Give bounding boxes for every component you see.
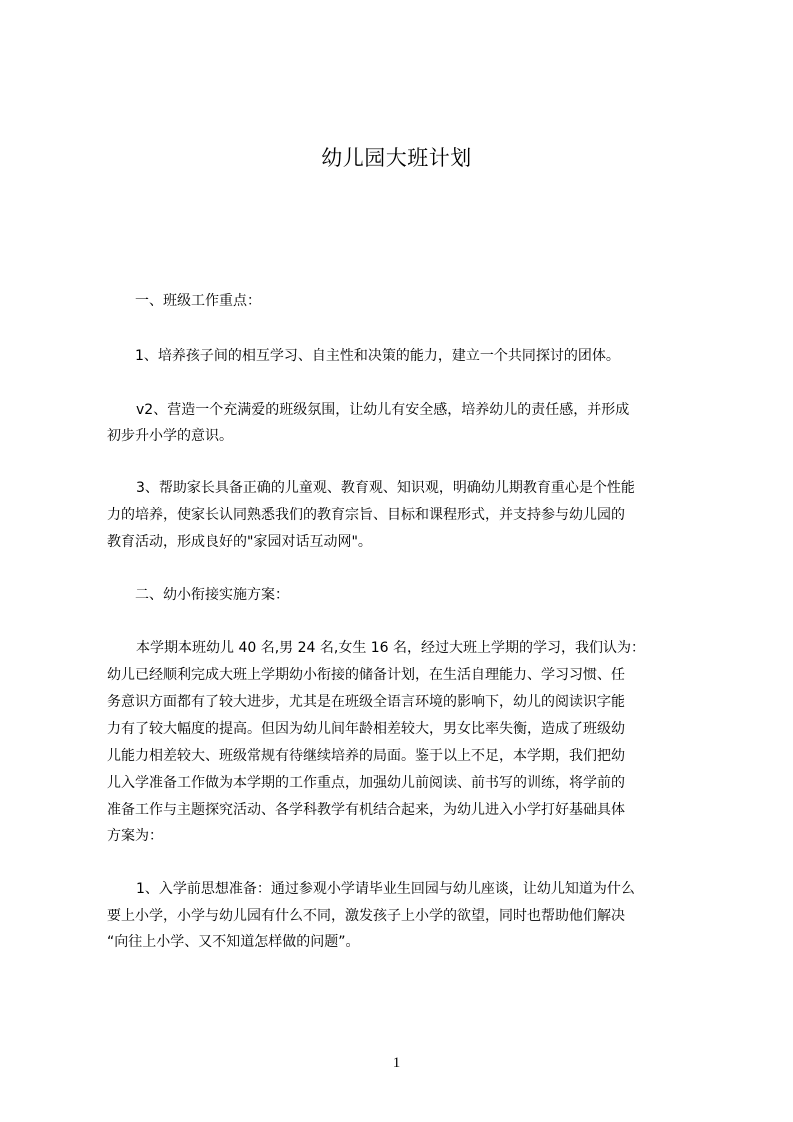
section-1-item-3-line-2: 力的培养，使家长认同熟悉我们的教育宗旨、目标和课程形式，并支持参与幼儿园的 [107,507,625,523]
section-2-item-1-line-3: “向往上小学、又不知道怎样做的问题”。 [107,934,360,950]
section-2-paragraph-line-5: 儿能力相差较大、班级常规有待继续培养的局面。鉴于以上不足，本学期，我们把幼 [107,748,625,764]
page-number: 1 [392,1055,401,1071]
section-1-item-2-line-2: 初步升小学的意识。 [107,428,233,444]
document-title: 幼儿园大班计划 [321,146,472,170]
section-1-item-3-line-1: 3、帮助家长具备正确的儿童观、教育观、知识观，明确幼儿期教育重心是个性能 [136,480,635,496]
section-2-paragraph-line-7: 准备工作与主题探究活动、各学科教学有机结合起来，为幼儿进入小学打好基础具体 [107,802,625,818]
section-2-paragraph-line-6: 儿入学准备工作做为本学期的工作重点，加强幼儿前阅读、前书写的训练，将学前的 [107,775,625,791]
section-2-paragraph-line-4: 力有了较大幅度的提高。但因为幼儿间年龄相差较大，男女比率失衡，造成了班级幼 [107,721,625,737]
section-1-heading: 一、班级工作重点： [135,293,261,309]
section-2-paragraph-line-1: 本学期本班幼儿 40 名,男 24 名,女生 16 名，经过大班上学期的学习，我们认为： [136,640,646,656]
section-2-paragraph-line-3: 务意识方面都有了较大进步，尤其是在班级全语言环境的影响下，幼儿的阅读识字能 [107,694,625,710]
section-2-item-1-line-2: 要上小学，小学与幼儿园有什么不同，激发孩子上小学的欲望，同时也帮助他们解决 [107,908,625,924]
section-2-item-1-line-1: 1、入学前思想准备：通过参观小学请毕业生回园与幼儿座谈，让幼儿知道为什么 [136,881,635,897]
section-2-paragraph-line-8: 方案为： [107,828,163,844]
section-2-paragraph-line-2: 幼儿已经顺利完成大班上学期幼小衔接的储备计划，在生活自理能力、学习习惯、任 [107,667,625,683]
section-1-item-3-line-3: 教育活动，形成良好的"家园对话互动网"。 [107,534,372,550]
section-1-item-1: 1、培养孩子间的相互学习、自主性和决策的能力，建立一个共同探讨的团体。 [135,348,620,364]
section-2-heading: 二、幼小衔接实施方案： [135,587,289,603]
section-1-item-2-line-1: v2、营造一个充满爱的班级氛围，让幼儿有安全感，培养幼儿的责任感，并形成 [136,402,630,418]
